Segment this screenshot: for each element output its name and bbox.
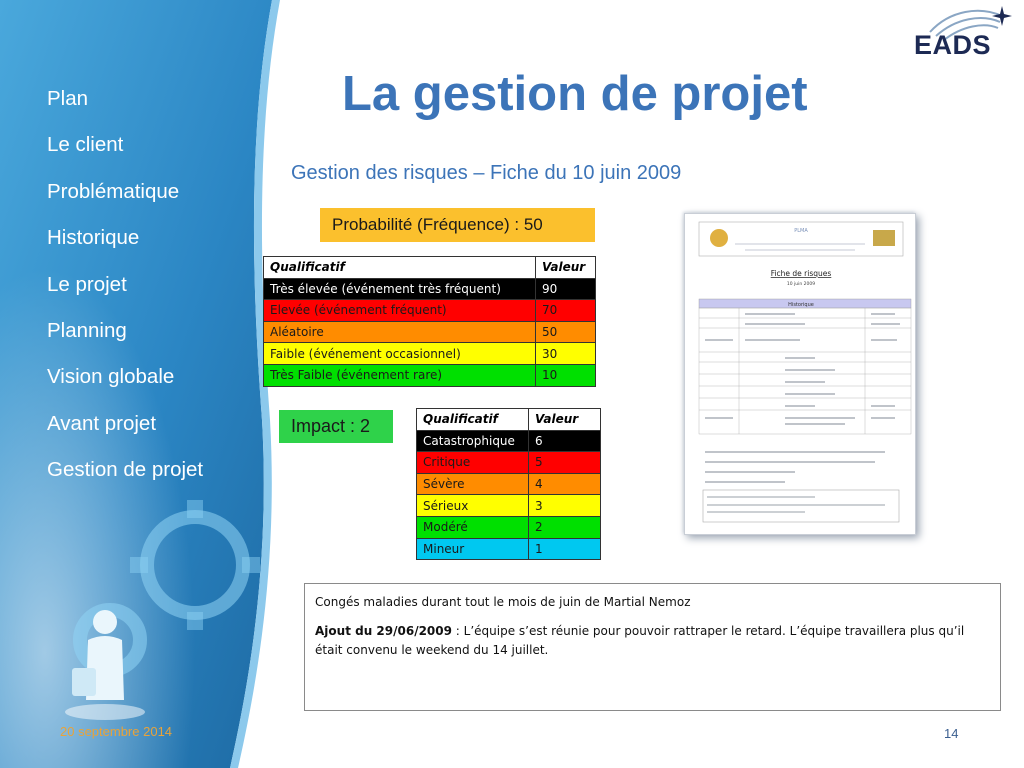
table-cell-value: 5 — [529, 452, 601, 474]
table-cell-label: Faible (événement occasionnel) — [264, 343, 536, 365]
table-header-row — [264, 257, 596, 279]
table-row — [264, 364, 596, 386]
table-cell-value: 2 — [529, 516, 601, 538]
table-row — [264, 321, 596, 343]
table-row — [264, 300, 596, 322]
nav-item-gestion-projet[interactable]: Gestion de projet — [47, 458, 204, 482]
table-header-cell: Qualificatif — [264, 257, 536, 279]
nav-item-vision-globale[interactable]: Vision globale — [47, 365, 175, 389]
doc-title: Fiche de risques — [770, 269, 832, 278]
nav-item-historique[interactable]: Historique — [47, 226, 140, 250]
table-row — [417, 452, 601, 474]
document-preview — [685, 214, 917, 536]
nav-item-problematique[interactable]: Problématique — [47, 179, 180, 203]
page-title: La gestion de projet — [342, 67, 808, 121]
nav-item-avant-projet[interactable]: Avant projet — [47, 411, 157, 435]
table-cell-value: 1 — [529, 538, 601, 560]
nav-item-client[interactable]: Le client — [47, 133, 124, 157]
footer-date: 20 septembre 2014 — [60, 724, 173, 739]
table-cell-label: Catastrophique — [417, 430, 529, 452]
note-line-2 — [315, 622, 990, 660]
table-row — [417, 473, 601, 495]
probability-badge: Probabilité (Fréquence) : 50 — [320, 208, 595, 242]
table-cell-label: Modéré — [417, 516, 529, 538]
nav-item-plan[interactable]: Plan — [47, 87, 89, 110]
table-cell-label: Très élevée (événement très fréquent) — [264, 278, 536, 300]
page-subtitle: Gestion des risques – Fiche du 10 juin 2009 — [291, 162, 682, 184]
table-cell-label: Elevée (événement fréquent) — [264, 300, 536, 322]
table-cell-label: Critique — [417, 452, 529, 474]
table-cell-label: Aléatoire — [264, 321, 536, 343]
table-cell-value: 10 — [536, 364, 596, 386]
table-cell-label: Sérieux — [417, 495, 529, 517]
table-header-cell: Valeur — [536, 257, 596, 279]
doc-section: Historique — [788, 302, 814, 308]
table-row — [417, 516, 601, 538]
doc-header-title: PLMA — [794, 228, 808, 234]
table-row — [417, 538, 601, 560]
eads-logo — [910, 2, 1020, 66]
table-row — [417, 495, 601, 517]
table-cell-value: 90 — [536, 278, 596, 300]
table-cell-label: Très Faible (événement rare) — [264, 364, 536, 386]
risk-notes — [304, 583, 1001, 711]
note-line-1: Congés maladies durant tout le mois de juin de Martial Nemoz — [315, 595, 691, 609]
table-row — [417, 430, 601, 452]
section-nav — [47, 86, 257, 504]
table-cell-value: 4 — [529, 473, 601, 495]
page-number: 14 — [944, 726, 959, 741]
impact-table — [416, 408, 601, 560]
table-cell-value: 70 — [536, 300, 596, 322]
note-bold-prefix: Ajout du 29/06/2009 — [315, 624, 452, 638]
nav-item-projet[interactable]: Le projet — [47, 272, 127, 296]
probability-table — [263, 256, 596, 387]
table-cell-label: Sévère — [417, 473, 529, 495]
table-cell-value: 30 — [536, 343, 596, 365]
table-row — [264, 278, 596, 300]
note-text: : L’équipe s’est réunie pour pouvoir rattraper le retard. L’équipe travaillera plus qu’il était convenu le weekend du 14 juillet. — [315, 624, 965, 657]
table-cell-value: 50 — [536, 321, 596, 343]
impact-badge: Impact : 2 — [279, 410, 393, 443]
table-cell-value: 6 — [529, 430, 601, 452]
table-cell-value: 3 — [529, 495, 601, 517]
doc-date: 10 juin 2009 — [786, 282, 816, 287]
table-header-cell: Qualificatif — [417, 409, 529, 431]
table-cell-label: Mineur — [417, 538, 529, 560]
logo-text: EADS — [914, 30, 992, 60]
table-row — [264, 343, 596, 365]
nav-item-planning[interactable]: Planning — [47, 318, 127, 342]
table-header-cell: Valeur — [529, 409, 601, 431]
risk-sheet-thumbnail — [684, 213, 916, 535]
table-header-row — [417, 409, 601, 431]
